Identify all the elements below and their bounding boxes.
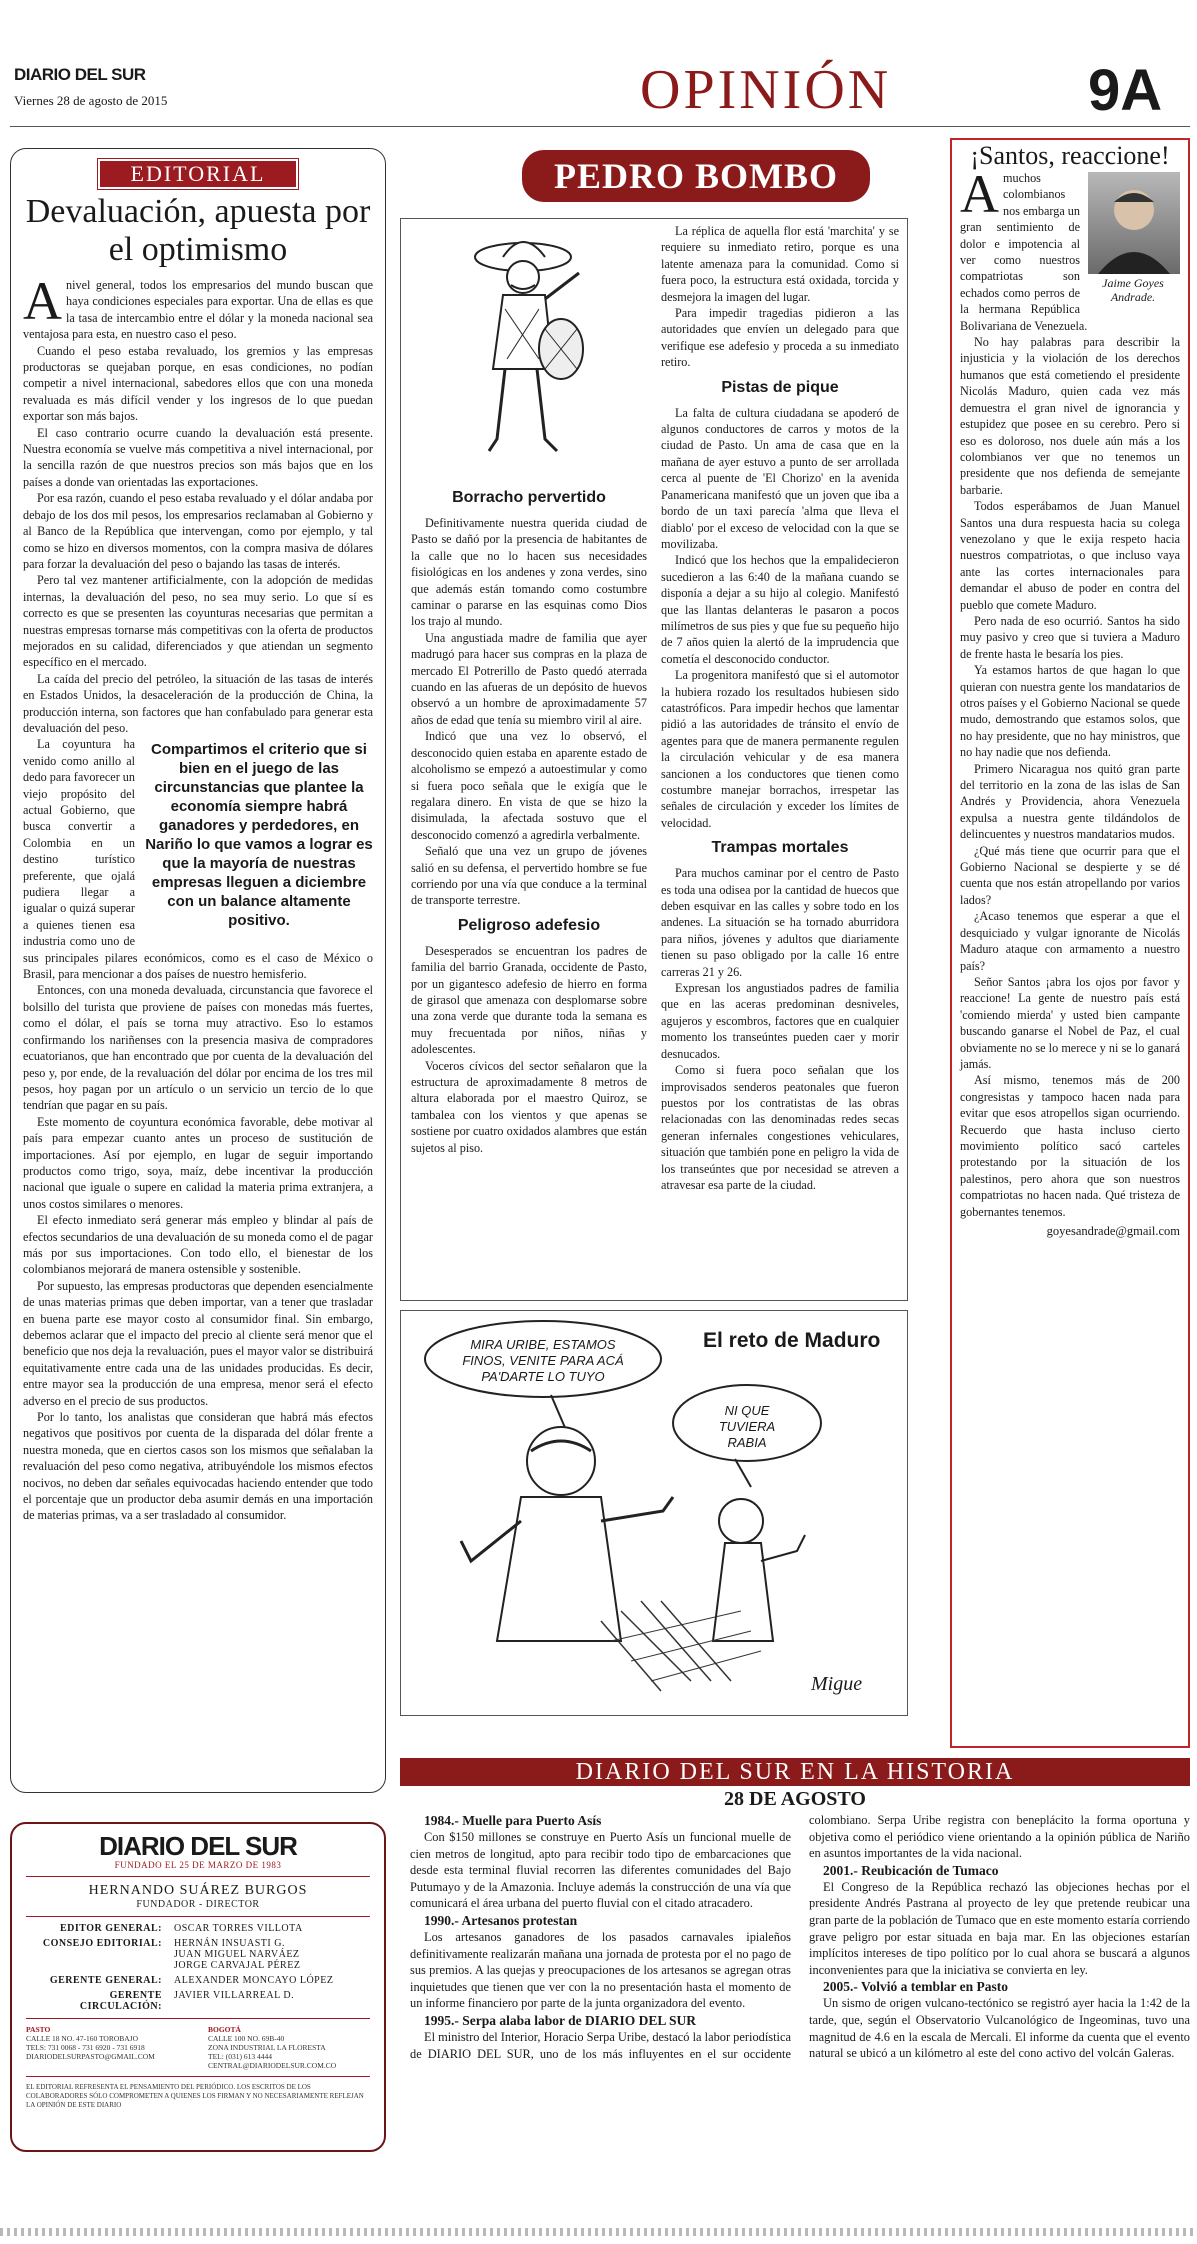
speech-bubble-uribe: NI QUE TUVIERA RABIA <box>718 1403 776 1450</box>
section-heading: Borracho pervertido <box>452 489 606 506</box>
cartoonist-signature: Migue <box>811 1673 863 1695</box>
column-left <box>411 481 647 1156</box>
drummer-illustration <box>453 229 593 469</box>
column-paragraph: Señor Santos ¡abra los ojos por favor y reaccione! La gente de nuestro país está 'comiendo mierda' y usted bien campante buscando ganarse el Nobel de Paz, el cual obviamente no se lo merece y ni se lo ganará jamás. <box>960 974 1180 1071</box>
history-heading: 2001.- Reubicación de Tumaco <box>823 1862 999 1878</box>
pull-quote: Compartimos el criterio que si bien en el juego de las circunstancias que plantee la economía siempre habrá ganadores y perdedores, en Nariño lo que vamos a lograr es que la mayoría de nuestras empresas lleguen a diciembre con un balance altamente positivo. <box>145 741 373 930</box>
history-paragraph: El ministro del Interior, Horacio Serpa Uribe, destacó la labor periodística de DIARIO DEL SUR, uno de los más influyentes en el sur occidente colombiano. Serpa Uribe registra con beneplácito la forma oportuna y objetiva como el periódico viene orientando a la opinión pública de Nariño en asuntos importantes de la vida nacional. <box>410 1813 1190 2061</box>
section-heading: Peligroso adefesio <box>457 916 601 934</box>
pb-paragraph: Voceros cívicos del sector señalaron que la estructura de aproximadamente 8 metros de altura elaborada por el maestro Quiroz, se tambalea con los vientos y que apenas se sostiene por cuatro oxidados alambres que están sujetos al piso. <box>411 1058 647 1155</box>
author-block <box>1086 170 1180 304</box>
masthead-rule <box>26 2076 370 2077</box>
issue-date: Viernes 28 de agosto de 2015 <box>14 93 168 108</box>
editorial-cartoon <box>400 1310 908 1716</box>
pb-paragraph: Una angustiada madre de familia que ayer madrugó para hacer sus compras en la plaza de mercado El Potrerillo de Pasto quedó aterrada cuando en las afueras de un depósito de huevos observó a un hombre de aproximadamente 57 años de edad que tenía su miembro viril al aire. <box>411 630 647 727</box>
staff-names: JAVIER VILLARREAL D. <box>174 1990 295 2001</box>
history-heading: 1990.- Artesanos protestan <box>424 1912 578 1928</box>
speech-bubble-maduro: MIRA URIBE, ESTAMOS FINOS, VENITE PARA ACÁ PA'DARTE LO TUYO <box>462 1337 624 1384</box>
history-paragraph: Un sismo de origen vulcano-tectónico se registró ayer hacia la 1:42 de la tarde, que, según el Observatorio Vulcanológico de Ingeominas, tuvo una magnitud de 4.6 en la escala de Mercali. El informe da cuenta que el evento natural se ubicó a un kilómetro al este del cono activo del volcán Galeras. <box>809 1996 1190 2061</box>
column-paragraph: No hay palabras para describir la injusticia y la violación de los derechos humanos que está cometiendo el presidente Nicolás Maduro, quien cada vez más demuestra el gran nivel de ignorancia y estupidez que posee en su cerebro. Pero si eso es doloroso, nos duele aún más a los colombianos ver que no tenemos un presidente que nos defienda de semejante barbarie. <box>960 335 1180 497</box>
editorial-paragraph: Entonces, con una moneda devaluada, circunstancia que favorece el bolsillo del turista que proviene de países con monedas más fuertes, como el dólar, el país se torna muy atractivo. Eso lo estamos confirmando los nariñenses con la presencia masiva de compradores ecuatorianos, que han encontrado que por cuenta de la devaluación del peso y, por ende, de la revaluación del dólar por encima de los tres mil pesos, hoy pagan por un artículo o un servicio un tercio de lo que tendrían que pagar en su país. <box>23 983 373 1113</box>
staff-row <box>26 1923 370 1934</box>
editorial-paragraph: nivel general, todos los empresarios del mundo buscan que haya condiciones especiales para exportar. Una de ellas es que la tasa de intercambio entre el dólar y la moneda nacional sea ventajosa para esta, en nuestro caso el peso. <box>23 278 373 342</box>
editorial-dropcap: A <box>23 271 62 331</box>
pb-paragraph: La réplica de aquella flor está 'marchita' y se requiere su inmediato retiro, porque es una latente amenaza para la comunidad. Como si fuera poco, la estructura está oxidada, torcida y desmejora la imagen del lugar. <box>661 224 899 304</box>
section-title: OPINIÓN <box>640 59 892 121</box>
pb-paragraph: Señaló que una vez un grupo de jóvenes salió en su defensa, el pervertido hombre se fue corriendo por una vía que conduce a la terminal de transporte terrestre. <box>411 844 647 908</box>
column-paragraph: Primero Nicaragua nos quitó gran parte del territorio en la zona de las islas de San Andrés y Providencia, ahora Venezuela expulsa a nuestra gente tildándolos de delincuentes y nuestros mandatarios mudos. <box>960 761 1180 842</box>
cartoon-title: El reto de Maduro <box>703 1329 881 1352</box>
column-paragraph: Todos esperábamos de Juan Manuel Santos una dura respuesta hacia su colega venezolano y que le exija respeto hacia nuestros compatriotas, o que incluso vaya ante las cortes internacionales para demandar el abuso de poder en contra del pueblo que comete Maduro. <box>960 499 1180 612</box>
editorial-paragraph: La coyuntura ha venido como anillo al dedo para favorecer un viejo propósito del actual Gobierno, que busca convertir a Colombia en un destino turístico preferente, que ojalá pudiera llegar a igualar o quizá superar a quienes tienen esa industria como uno de sus principales pilares económicos, como es el caso de México o Brasil, para mencionar a dos países de nuestro hemisferio. <box>23 737 373 982</box>
author-email[interactable]: goyesandrade@gmail.com <box>1046 1224 1180 1238</box>
history-heading: 1995.- Serpa alaba labor de DIARIO DEL SUR <box>424 2012 697 2028</box>
staff-names: HERNÁN INSUASTI G. JUAN MIGUEL NARVÁEZ JORGE CARVAJAL PÉREZ <box>174 1938 301 1971</box>
editorial-paragraph: Pero tal vez mantener artificialmente, con la adopción de medidas internas, la devaluación del peso, no sea muy serio. Lo que sí es correcto es que se presenten las coyunturas necesarias que permitan a nuestras empresas tornarse más competitivas con la oferta de productos mejorados en su calidad, diferenciados y que atiendan un segmento específico en el mercado. <box>23 573 373 670</box>
pedro-bombo-box <box>400 218 908 1301</box>
editorial-headline: Devaluación, apuesta por el optimismo <box>25 193 371 268</box>
founder-title: FUNDADOR - DIRECTOR <box>136 1899 260 1910</box>
page-footer-strip <box>0 2228 1197 2236</box>
editorial-paragraph: Por supuesto, las empresas productoras que dependen esencialmente de unas materias primas que deben importar, van a tener que trasladar en buena parte ese mayor costo al consumidor final. Sin embargo, debemos aclarar que el impacto del precio al cliente será menor que el beneficio que nos deja la revaluación, pues el mayor valor se distribuirá equitativamente entre cada una de las unidades producidas. Es decir, entre mayor sea la producción de una empresa, menor será el efecto adverso en el precio de sus productos. <box>23 1278 373 1408</box>
column-headline: ¡Santos, reaccione! <box>970 141 1170 170</box>
editorial-paragraph: La caída del precio del petróleo, la situación de las tasas de interés en Estados Unidos, la desaceleración de la producción de China, la producción interna, son factores que han confabulado para generar esta devaluación del peso. <box>23 671 373 735</box>
column-paragraph: Así mismo, tenemos más de 200 congresistas y tampoco hacen nada para evitar que esos atropellos sigan ocurriendo. Recuerdo que hasta incluso cierto movimiento político sacó carteles protestando por la situación de los palestinos, pero ahora que son nuestros compatriotas no hacen nada. Qué tristeza de gobernantes tenemos. <box>960 1073 1180 1219</box>
founder-name: HERNANDO SUÁREZ BURGOS <box>88 1883 308 1898</box>
column-right <box>661 223 899 1193</box>
editorial-badge: EDITORIAL <box>98 159 298 189</box>
staff-role: EDITOR GENERAL: <box>59 1923 162 1934</box>
staff-names: OSCAR TORRES VILLOTA <box>174 1923 303 1934</box>
column-paragraph: Pero nada de eso ocurrió. Santos ha sido muy pasivo y creo que si tuviera a Maduro de frente hasta le besaría los pies. <box>960 613 1180 661</box>
pb-paragraph: Expresan los angustiados padres de familia que en las aceras predominan desniveles, agujeros y escombros, factores que en cualquier momento los transeúntes pueden caer y morir desnucados. <box>661 981 899 1061</box>
office-label: PASTO <box>26 2025 51 2034</box>
author-name: Jaime Goyes Andrade. <box>1102 276 1164 304</box>
history-banner: DIARIO DEL SUR EN LA HISTORIA <box>400 1758 1190 1786</box>
pb-paragraph: Desesperados se encuentran los padres de familia del barrio Granada, occidente de Pasto, por un gigantesco adefesio de hierro en forma de girasol que amenaza con desplomarse sobre una zona verde que durante toda la semana es muy frecuentada por niños, niñas y adolescentes. <box>411 943 647 1057</box>
author-photo <box>1088 172 1180 274</box>
office-address: CALLE 18 NO. 47-160 TOROBAJO TELS: 731 0068 - 731 6920 - 731 6918 DIARIODELSURPASTO@GMAIL.COM <box>26 2034 155 2061</box>
pb-paragraph: Definitivamente nuestra querida ciudad de Pasto se dañó por la presencia de habitantes de la calle que no lo hacen sus necesidades fisiológicas en los andenes y zona verdes, sino que además están tomando como costumbre caminar o pararse en las esquinas como Dios los trajo al mundo. <box>411 516 647 629</box>
editorial-paragraph: Este momento de coyuntura económica favorable, debe motivar al país para empezar cuanto antes un proceso de sustitución de importaciones. Así por ejemplo, en lugar de seguir importando productos como trigo, soya, maíz, debe incentivar la producción nacional que iguale o supere en calidad la materia prima extranjera, a unos costos similares o menores. <box>23 1114 373 1211</box>
opinion-column <box>950 138 1190 1748</box>
pb-paragraph: Para impedir tragedias pidieron a las autoridades que envíen un delegado para que verifique ese adefesio y proceda a su inmediato retiro. <box>661 306 899 370</box>
masthead-title: DIARIO DEL SUR <box>14 65 146 84</box>
editorial-paragraph: Cuando el peso estaba revaluado, los gremios y las empresas productoras se quejaban porque, en esas condiciones, no podían competir a nivel internacional, sabedores ellos que con una moneda revaluada es más difícil vender y los ingresos de lo que puedan exportar son más bajos. <box>23 343 373 424</box>
pedro-bombo-banner: PEDRO BOMBO <box>522 150 870 202</box>
editorial-paragraph: El efecto inmediato será generar más empleo y blindar al país de efectos secundarios de una devaluación de su moneda como el de pagar más por sus importaciones. Con todo ello, el bienestar de los colombianos mejorará de manera ostensible y sostenible. <box>23 1213 373 1277</box>
editorial-paragraph: Por lo tanto, los analistas que consideran que habrá más efectos negativos que positivos por cuenta de la disparada del dólar frente a nuestra moneda, que en ciertos casos son los mismos que señalaban la revaluación del peso como negativa, atribuyéndole los mismos efectos nocivos, no deben dar señales equivocadas haciendo entender que todo el porcentaje que un productor deba asumir demás en una importación de materias primas, va a ser trasladado al consumidor. <box>23 1410 373 1523</box>
office-label: BOGOTÁ <box>208 2025 241 2034</box>
masthead-logo: DIARIO DEL SUR <box>99 1831 297 1861</box>
staff-row <box>26 1975 370 1986</box>
history-paragraph: Con $150 millones se construye en Puerto Asís un funcional muelle de cien metros de longitud, apto para recibir todo tipo de embarcaciones que desde esta terminal fluvial recorren las diferentes comunidades del Bajo Putumayo y de la Amazonia. Incluye además la construcción de una vía que comunicará el área urbana del puerto fluvial con el citado atracadero. <box>410 1830 791 1911</box>
page-number: 9A <box>1088 58 1163 123</box>
pb-paragraph: Indicó que los hechos que la empalidecieron sucedieron a las 6:40 de la mañana cuando se disponía a dejar a su hijo al colegio. Manifestó que las llantas delanteras le pasaron a pocos milímetros de sus pies y que fue su pequeño hijo de 7 años quien la alertó de la imprudencia que cometía el desconocido conductor. <box>661 553 899 666</box>
column-paragraph: ¿Qué más tiene que ocurrir para que el Gobierno Nacional se despierte y se dé cuenta que nos están atropellando por varios lados? <box>960 843 1180 907</box>
staff-row <box>26 1938 370 1971</box>
history-body <box>410 1812 1190 2172</box>
staff-row <box>26 1990 370 2012</box>
pb-paragraph: Como si fuera poco señalan que los improvisados senderos peatonales que fueron puestos por los contratistas de las obras relacionadas con las denominadas redes secas generan infernales congestiones vehiculares, situación que también pone en peligro la vida de los transeúntes que por necesidad se atreven a atravesar esa parte de la ciudad. <box>661 1063 899 1192</box>
editorial-paragraph: Por esa razón, cuando el peso estaba revaluado y el dólar andaba por debajo de los dos mil pesos, los empresarios reclamaban al Gobierno y al Banco de la República que intervengan, como por ejemplo, y tal como se hizo en diversos momentos, con la compra masiva de dólares para forzar la devaluación del peso o bajando las tasas de interés. <box>23 491 373 571</box>
column-dropcap: A <box>960 164 999 224</box>
masthead-box <box>10 1822 386 2152</box>
pb-paragraph: Para muchos caminar por el centro de Pasto es toda una odisea por la cantidad de huecos que deben esquivar en las calles y sobre todo en los andenes. La situación se ha tornado aburridora para niños, jóvenes y adultos que diariamente tienen su paso obligado por la calle 16 entre carreras 21 y 26. <box>661 866 899 979</box>
section-heading: Pistas de pique <box>721 378 839 396</box>
pb-paragraph: La progenitora manifestó que si el automotor la hubiera rozado los resultados hubiesen sido catastróficos. Para impedir hechos que lamentar pidió a las autoridades de tránsito el envío de agentes para que de manera permanente regulen la circulación vehicular y de esa manera sancionen a los conductores que tienen como costumbre manejar borrachos, irrespetar las señales de circulación y exceder los límites de velocidad. <box>661 668 899 830</box>
masthead-rule <box>26 2018 370 2019</box>
staff-names: ALEXANDER MONCAYO LÓPEZ <box>174 1975 334 1986</box>
column-paragraph: Ya estamos hartos de que hagan lo que quieran con nuestra gente los mandatarios de otros países y el Gobierno Nacional se quede mudo, demostrando que estamos solos, que no hay presidente, que no hay ministros, que no hay nadie que nos defienda. <box>960 663 1180 760</box>
editorial-paragraph: El caso contrario ocurre cuando la devaluación está presente. Nuestra economía se vuelve más competitiva a nivel internacional, por la sencilla razón de que nuestros precios son más bajos que en los países a donde van orientadas las exportaciones. <box>23 425 373 489</box>
history-heading: 2005.- Volvió a temblar en Pasto <box>823 1979 1008 1995</box>
section-heading: Trampas mortales <box>711 839 849 857</box>
column-paragraph: ¿Acaso tenemos que esperar a que el desquiciado y vulgar ignorante de Nicolás Maduro ataque con armamento a nuestro país? <box>960 909 1180 973</box>
editorial-article <box>10 148 386 1793</box>
disclaimer: EL EDITORIAL REFRESENTA EL PENSAMIENTO DEL PERIÓDICO. LOS ESCRITOS DE LOS COLABORADORES SÓLO COMPROMETEN A QUIENES LOS FIRMAN Y NO NECESARIAMENTE REFLEJAN LA OPINIÓN DE ESTE DIARIO <box>26 2083 364 2109</box>
founded-line: FUNDADO EL 25 DE MARZO DE 1983 <box>114 1860 282 1870</box>
column-paragraph: muchos colombianos nos embarga un gran sentimiento de dolor e impotencia al ver como nuestros compatriotas son echados como perros de la hermana República Bolivariana de Venezuela. <box>960 171 1088 333</box>
history-date: 28 DE AGOSTO <box>724 1788 866 1810</box>
history-paragraph: Los artesanos ganadores de los pasados carnavales ipialeños definitivamente realizarán mañana una jornada de protesta por el no pago de sus premios. A las quejas y preocupaciones de los artesanos se agregan otras inquietudes que tienen que ver con la no presentación hasta el momento de un informe financiero por parte de la junta organizadora del evento. <box>410 1929 791 2011</box>
staff-role: GERENTE CIRCULACIÓN: <box>79 1990 162 2012</box>
history-paragraph: El Congreso de la República rechazó las objeciones hechas por el presidente Andrés Pastrana al proyecto de ley que pretende reubicar una gran parte de la población de Tumaco que en este momento estaría corriendo grave peligro por estar situada en baja mar. En las objeciones estarían implícitos intereses de tipo político por lo cual ahora se buscará a algunos inconvenientes para que la iniciativa se convierta en ley. <box>809 1879 1190 1977</box>
masthead-rule <box>26 1916 370 1917</box>
staff-role: CONSEJO EDITORIAL: <box>42 1938 162 1949</box>
pb-paragraph: Indicó que una vez lo observó, el desconocido quien estaba en aparente estado de alcoholismo se empezó a autoestimular y como si fuera poco señala que le exigía que le regalara dinero. En vista de que se hizo la disimulada, la afectada sostuvo que el desconocido comenzó a agredirla verbalmente. <box>411 729 647 842</box>
masthead-rule <box>26 1876 370 1877</box>
history-heading: 1984.- Muelle para Puerto Asís <box>424 1813 602 1828</box>
pb-paragraph: La falta de cultura ciudadana se apoderó de algunos conductores de carros y motos de la ciudad de Pasto. Un ama de casa que en la mañana de ayer estuvo a punto de ser arrollada cerca al puente de 'El Chorizo' en la avenida Panamericana manifestó que un joven que iba a bordo de un taxi parecía 'alma que lleva el diablo' por el exceso de velocidad con la que se movilizaba. <box>661 405 899 551</box>
office-address: CALLE 100 NO. 69B-40 ZONA INDUSTRIAL LA FLORESTA TEL: (031) 613 4444 CENTRAL@DIARIODELSUR.COM.CO <box>208 2034 337 2070</box>
staff-role: GERENTE GENERAL: <box>49 1975 162 1986</box>
header-rule <box>10 126 1190 127</box>
